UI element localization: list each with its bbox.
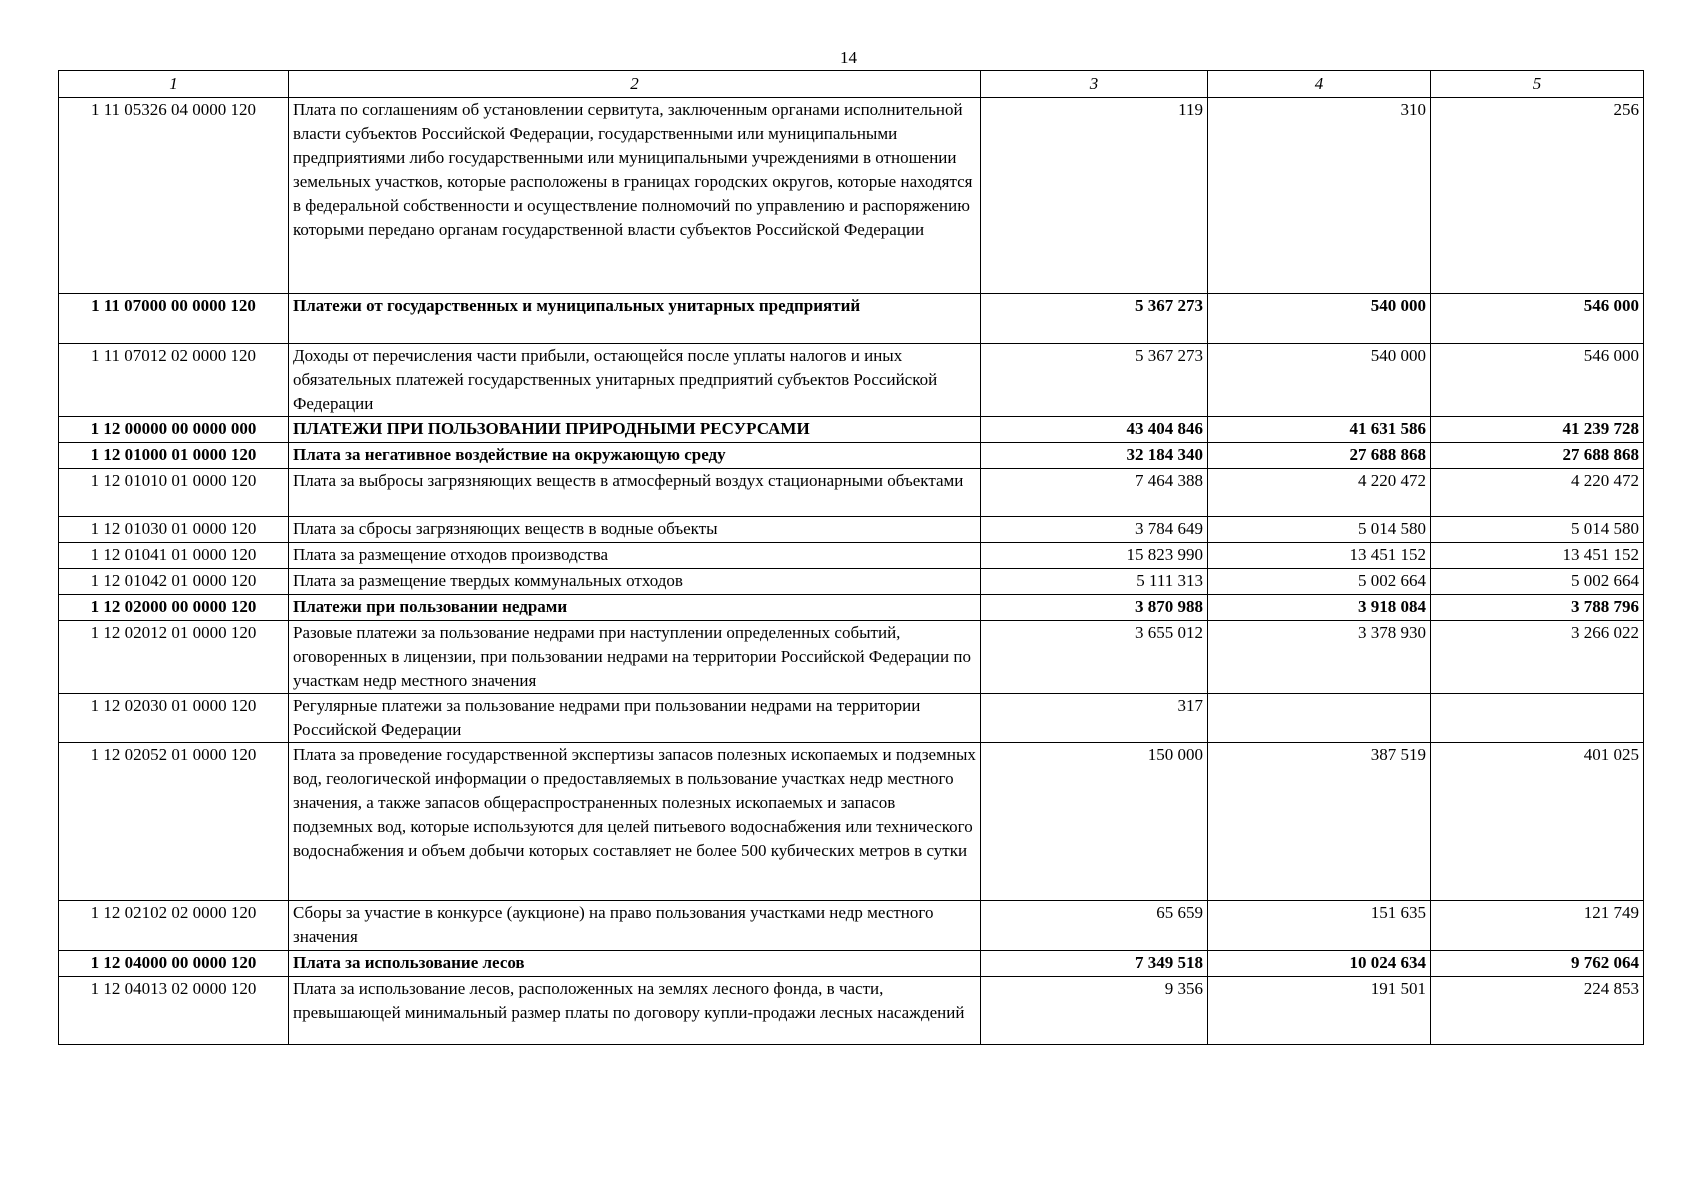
value-col4-cell: 4 220 472 <box>1208 469 1431 517</box>
budget-code-cell: 1 12 04013 02 0000 120 <box>59 977 289 1045</box>
table-row <box>59 901 1644 951</box>
value-col3-cell: 9 356 <box>981 977 1208 1045</box>
value-col4-cell: 41 631 586 <box>1208 417 1431 443</box>
income-name-cell: ПЛАТЕЖИ ПРИ ПОЛЬЗОВАНИИ ПРИРОДНЫМИ РЕСУРСАМИ <box>289 417 981 443</box>
column-header: 3 <box>981 71 1208 98</box>
table-row <box>59 294 1644 344</box>
value-col5-cell: 13 451 152 <box>1431 543 1644 569</box>
budget-code-cell: 1 11 07000 00 0000 120 <box>59 294 289 344</box>
table-row <box>59 417 1644 443</box>
value-col3-cell: 5 367 273 <box>981 344 1208 417</box>
income-name-cell: Платежи от государственных и муниципальных унитарных предприятий <box>289 294 981 344</box>
table-row <box>59 517 1644 543</box>
value-col3-cell: 15 823 990 <box>981 543 1208 569</box>
table-row <box>59 469 1644 517</box>
income-name-cell: Плата за размещение отходов производства <box>289 543 981 569</box>
table-row <box>59 951 1644 977</box>
value-col4-cell: 13 451 152 <box>1208 543 1431 569</box>
budget-table <box>58 70 1644 1045</box>
value-col5-cell: 121 749 <box>1431 901 1644 951</box>
value-col5-cell: 27 688 868 <box>1431 443 1644 469</box>
budget-code-cell: 1 11 07012 02 0000 120 <box>59 344 289 417</box>
value-col4-cell: 3 918 084 <box>1208 595 1431 621</box>
value-col3-cell: 32 184 340 <box>981 443 1208 469</box>
budget-code-cell: 1 12 02102 02 0000 120 <box>59 901 289 951</box>
income-name-cell: Разовые платежи за пользование недрами при наступлении определенных событий, оговоренных в лицензии, при пользовании недрами на территории Российской Федерации по участкам недр местного значения <box>289 621 981 694</box>
table-row <box>59 694 1644 743</box>
budget-code-cell: 1 12 01042 01 0000 120 <box>59 569 289 595</box>
value-col3-cell: 43 404 846 <box>981 417 1208 443</box>
budget-code-cell: 1 12 01041 01 0000 120 <box>59 543 289 569</box>
value-col5-cell: 5 002 664 <box>1431 569 1644 595</box>
page-number: 14 <box>840 48 857 67</box>
value-col5-cell: 3 266 022 <box>1431 621 1644 694</box>
value-col5-cell: 5 014 580 <box>1431 517 1644 543</box>
value-col5-cell: 546 000 <box>1431 344 1644 417</box>
column-header-row <box>59 71 1644 98</box>
table-row <box>59 543 1644 569</box>
table-row <box>59 595 1644 621</box>
table-row <box>59 344 1644 417</box>
column-header: 4 <box>1208 71 1431 98</box>
value-col4-cell: 540 000 <box>1208 294 1431 344</box>
value-col5-cell: 9 762 064 <box>1431 951 1644 977</box>
value-col3-cell: 317 <box>981 694 1208 743</box>
income-name-cell: Сборы за участие в конкурсе (аукционе) на право пользования участками недр местного значения <box>289 901 981 951</box>
value-col4-cell: 5 002 664 <box>1208 569 1431 595</box>
value-col5-cell: 546 000 <box>1431 294 1644 344</box>
value-col4-cell: 3 378 930 <box>1208 621 1431 694</box>
value-col4-cell: 387 519 <box>1208 743 1431 901</box>
value-col5-cell: 401 025 <box>1431 743 1644 901</box>
value-col5-cell: 3 788 796 <box>1431 595 1644 621</box>
income-name-cell: Плата за использование лесов, расположенных на землях лесного фонда, в части, превышающей минимальный размер платы по договору купли-продажи лесных насаждений <box>289 977 981 1045</box>
budget-code-cell: 1 12 00000 00 0000 000 <box>59 417 289 443</box>
income-name-cell: Плата за негативное воздействие на окружающую среду <box>289 443 981 469</box>
income-name-cell: Плата за размещение твердых коммунальных отходов <box>289 569 981 595</box>
value-col4-cell: 10 024 634 <box>1208 951 1431 977</box>
value-col3-cell: 5 111 313 <box>981 569 1208 595</box>
value-col4-cell: 151 635 <box>1208 901 1431 951</box>
income-name-cell: Регулярные платежи за пользование недрами при пользовании недрами на территории Российской Федерации <box>289 694 981 743</box>
value-col4-cell: 27 688 868 <box>1208 443 1431 469</box>
table-row <box>59 743 1644 901</box>
budget-code-cell: 1 12 01030 01 0000 120 <box>59 517 289 543</box>
value-col4-cell: 5 014 580 <box>1208 517 1431 543</box>
table-row <box>59 443 1644 469</box>
value-col5-cell: 41 239 728 <box>1431 417 1644 443</box>
value-col3-cell: 5 367 273 <box>981 294 1208 344</box>
budget-code-cell: 1 12 02012 01 0000 120 <box>59 621 289 694</box>
income-name-cell: Доходы от перечисления части прибыли, остающейся после уплаты налогов и иных обязательных платежей государственных унитарных предприятий субъектов Российской Федерации <box>289 344 981 417</box>
value-col3-cell: 7 349 518 <box>981 951 1208 977</box>
column-header: 2 <box>289 71 981 98</box>
budget-code-cell: 1 12 02030 01 0000 120 <box>59 694 289 743</box>
column-header: 5 <box>1431 71 1644 98</box>
budget-code-cell: 1 12 04000 00 0000 120 <box>59 951 289 977</box>
value-col5-cell: 4 220 472 <box>1431 469 1644 517</box>
income-name-cell: Плата по соглашениям об установлении сервитута, заключенным органами исполнительной власти субъектов Российской Федерации, государственными или муниципальными предприятиями либо государственными или муниципальными учреждениями в отношении земельных участков, которые расположены в границах городских округов, которые находятся в федеральной собственности и осуществление полномочий по управлению и распоряжению которыми передано органам государственной власти субъектов Российской Федерации <box>289 98 981 294</box>
value-col3-cell: 3 655 012 <box>981 621 1208 694</box>
value-col3-cell: 119 <box>981 98 1208 294</box>
value-col4-cell: 540 000 <box>1208 344 1431 417</box>
budget-code-cell: 1 12 01000 01 0000 120 <box>59 443 289 469</box>
income-name-cell: Плата за использование лесов <box>289 951 981 977</box>
value-col3-cell: 65 659 <box>981 901 1208 951</box>
value-col3-cell: 3 870 988 <box>981 595 1208 621</box>
value-col3-cell: 150 000 <box>981 743 1208 901</box>
table-row <box>59 977 1644 1045</box>
budget-code-cell: 1 12 01010 01 0000 120 <box>59 469 289 517</box>
value-col5-cell <box>1431 694 1644 743</box>
value-col3-cell: 3 784 649 <box>981 517 1208 543</box>
value-col5-cell: 256 <box>1431 98 1644 294</box>
value-col3-cell: 7 464 388 <box>981 469 1208 517</box>
income-name-cell: Платежи при пользовании недрами <box>289 595 981 621</box>
income-name-cell: Плата за выбросы загрязняющих веществ в атмосферный воздух стационарными объектами <box>289 469 981 517</box>
value-col4-cell: 191 501 <box>1208 977 1431 1045</box>
income-name-cell: Плата за сбросы загрязняющих веществ в водные объекты <box>289 517 981 543</box>
value-col5-cell: 224 853 <box>1431 977 1644 1045</box>
value-col4-cell <box>1208 694 1431 743</box>
table-row <box>59 621 1644 694</box>
budget-code-cell: 1 12 02052 01 0000 120 <box>59 743 289 901</box>
column-header: 1 <box>59 71 289 98</box>
budget-code-cell: 1 11 05326 04 0000 120 <box>59 98 289 294</box>
value-col4-cell: 310 <box>1208 98 1431 294</box>
budget-code-cell: 1 12 02000 00 0000 120 <box>59 595 289 621</box>
table-row <box>59 569 1644 595</box>
table-row <box>59 98 1644 294</box>
income-name-cell: Плата за проведение государственной экспертизы запасов полезных ископаемых и подземных вод, геологической информации о предоставляемых в пользование участках недр местного значения, а также запасов общераспространенных полезных ископаемых и запасов подземных вод, которые используются для целей питьевого водоснабжения или технического водоснабжения и объем добычи которых составляет не более 500 кубических метров в сутки <box>289 743 981 901</box>
